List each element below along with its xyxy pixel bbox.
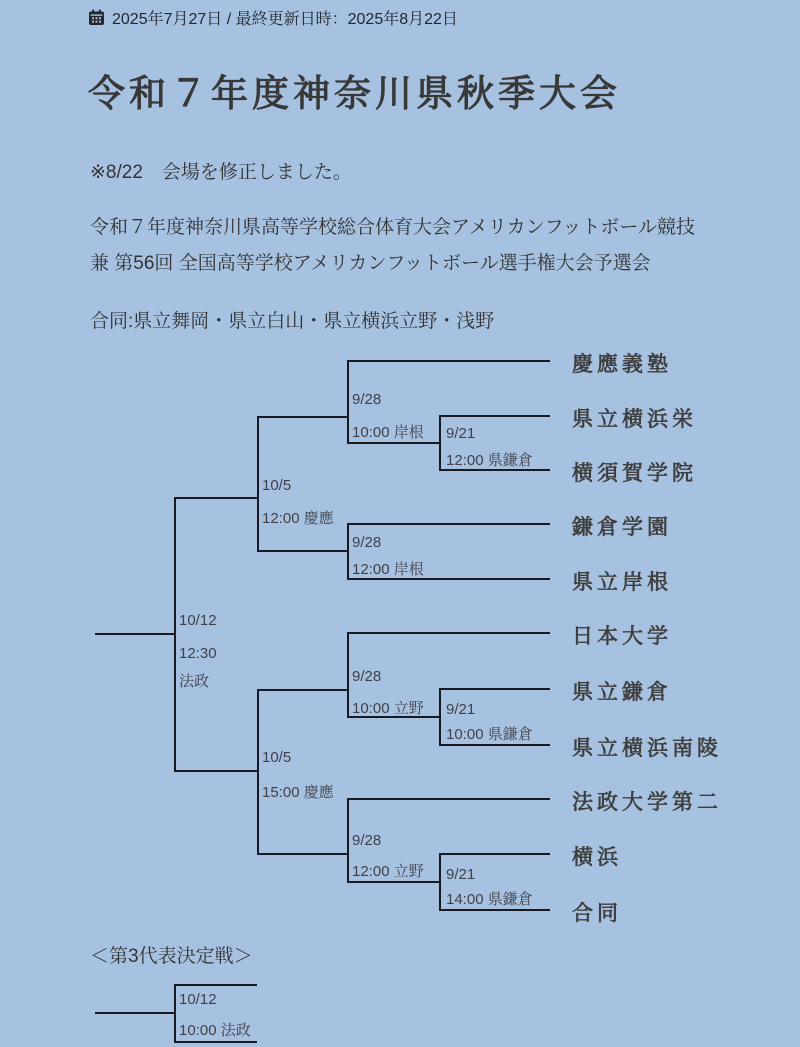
match-time-label: 12:30	[179, 645, 217, 662]
match-date-label: 9/21	[446, 425, 476, 442]
joint-team-note: 合同:県立舞岡・県立白山・県立横浜立野・浅野	[90, 311, 495, 332]
bracket-line	[258, 690, 348, 854]
description-line-2: 兼 第56回 全国高等学校アメリカンフットボール選手権大会予選会	[90, 253, 651, 274]
tournament-description	[90, 210, 695, 282]
team-label: 県立横浜栄	[572, 408, 697, 431]
match-date-label: 9/28	[352, 832, 382, 849]
header-date-row	[88, 6, 458, 29]
match-venue-label: 法政	[179, 673, 210, 690]
match-info-label: 10:00 県鎌倉	[446, 726, 533, 743]
team-label: 慶應義塾	[572, 353, 672, 376]
third-place-heading: ＜第3代表決定戦＞	[90, 946, 253, 967]
match-info-label: 14:00 県鎌倉	[446, 891, 533, 908]
team-label: 県立横浜南陵	[572, 737, 722, 760]
calendar-icon	[88, 9, 105, 26]
match-date-label: 10/12	[179, 991, 217, 1008]
team-label: 県立鎌倉	[572, 681, 672, 704]
match-date-label: 10/12	[179, 612, 217, 629]
match-info-label: 12:00 慶應	[262, 510, 334, 527]
team-label: 法政大学第二	[572, 791, 722, 814]
match-date-label: 9/28	[352, 668, 382, 685]
match-date-label: 9/28	[352, 391, 382, 408]
match-info-label: 15:00 慶應	[262, 784, 334, 801]
match-info-label: 10:00 法政	[179, 1022, 251, 1039]
team-label: 鎌倉学園	[572, 516, 672, 539]
match-date-label: 10/5	[262, 749, 292, 766]
description-line-1: 令和７年度神奈川県高等学校総合体育大会アメリカンフットボール競技	[90, 217, 695, 238]
notice-text: ※8/22 会場を修正しました。	[90, 162, 352, 183]
team-label: 合同	[572, 902, 622, 925]
match-date-label: 10/5	[262, 477, 292, 494]
team-label: 日本大学	[572, 625, 672, 648]
bracket-line	[175, 498, 258, 771]
team-label: 県立岸根	[572, 571, 672, 594]
match-info-label: 10:00 立野	[352, 700, 424, 717]
match-date-label: 9/21	[446, 866, 476, 883]
match-date-label: 9/28	[352, 534, 382, 551]
match-info-label: 12:00 県鎌倉	[446, 452, 533, 469]
match-info-label: 12:00 立野	[352, 863, 424, 880]
header-date-text: 2025年7月27日 / 最終更新日時：2025年8月22日	[112, 11, 458, 28]
match-info-label: 10:00 岸根	[352, 424, 424, 441]
team-label: 横浜	[572, 846, 622, 869]
page-title: 令和７年度神奈川県秋季大会	[88, 72, 621, 114]
team-label: 横須賀学院	[572, 462, 697, 485]
match-date-label: 9/21	[446, 701, 476, 718]
match-info-label: 12:00 岸根	[352, 561, 424, 578]
